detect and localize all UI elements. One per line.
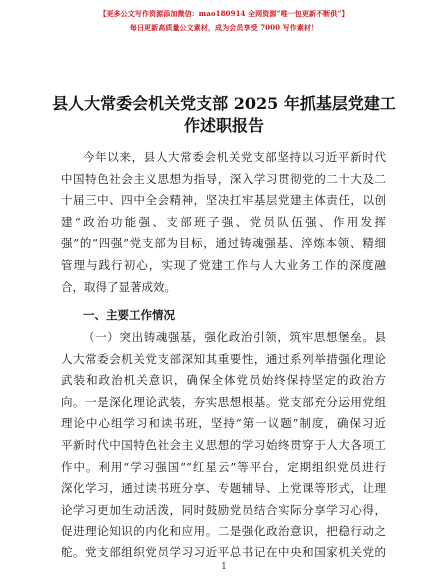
document-title-line-1: 县人大常委会机关党支部 2025 年抓基层党建工 bbox=[52, 94, 396, 113]
body-line: 理论中心组学习和读书班，坚持“第一议题”制度，确保习近 bbox=[61, 416, 386, 430]
intro-line: 中国特色社会主义思想为指导，深入学习贯彻党的二十大及二 bbox=[61, 172, 386, 186]
intro-line: 今年以来，县人大常委会机关党支部坚持以习近平新时代 bbox=[83, 150, 386, 164]
section-heading: 一、主要工作情况 bbox=[83, 308, 175, 322]
body-line: 深化学习，通过读书班分享、专题辅导、上党课等形式，让理 bbox=[61, 481, 386, 495]
page-number: 1 bbox=[221, 562, 227, 572]
intro-line: 建“政治功能强、支部班子强、党员队伍强、作用发挥 bbox=[61, 215, 386, 229]
body-line: 作中。利用“学习强国”“红星云”等平台，定期组织党员进行 bbox=[61, 460, 386, 474]
intro-line: 管理与践行初心，实现了党建工作与人大业务工作的深度融 bbox=[61, 258, 386, 272]
body-line: 人大常委会机关党支部深知其重要性，通过系列举措强化理论 bbox=[61, 352, 386, 366]
body-line: （一）突出铸魂强基，强化政治引领，筑牢思想堡垒。县 bbox=[83, 330, 386, 344]
body-line: 论学习更加生动活泼，同时鼓励党员结合实际分享学习心得， bbox=[61, 503, 386, 517]
body-line: 平新时代中国特色社会主义思想的学习始终贯穿于人大各项工 bbox=[61, 438, 386, 452]
body-line: 促进理论知识的内化和应用。二是强化政治意识，把稳行动之 bbox=[61, 524, 386, 538]
promo-banner-line-2: 每日更新高质量公文素材，成为会员享受 7000 写作素材！ bbox=[129, 23, 319, 32]
intro-line: 合，取得了显著成效。 bbox=[61, 280, 176, 294]
intro-line: 十届三中、四中全会精神，坚决扛牢基层党建主体责任，以创 bbox=[61, 193, 386, 207]
body-line: 向。一是深化理论武装，夯实思想根基。党支部充分运用党组 bbox=[61, 395, 386, 409]
document-title-line-2: 作述职报告 bbox=[183, 116, 264, 135]
body-line: 武装和政治机关意识，确保全体党员始终保持坚定的政治方 bbox=[61, 373, 386, 387]
body-line: 舵。党支部组织党员学习习近平总书记在中央和国家机关党的 bbox=[61, 545, 386, 559]
intro-line: 强”的“四强”党支部为目标，通过铸魂强基、淬炼本领、精细 bbox=[61, 236, 386, 250]
promo-banner-line-1: 【更多公文写作资源添加微信：mao180914 全网资源“唯一包更新不断供”】 bbox=[99, 9, 349, 18]
